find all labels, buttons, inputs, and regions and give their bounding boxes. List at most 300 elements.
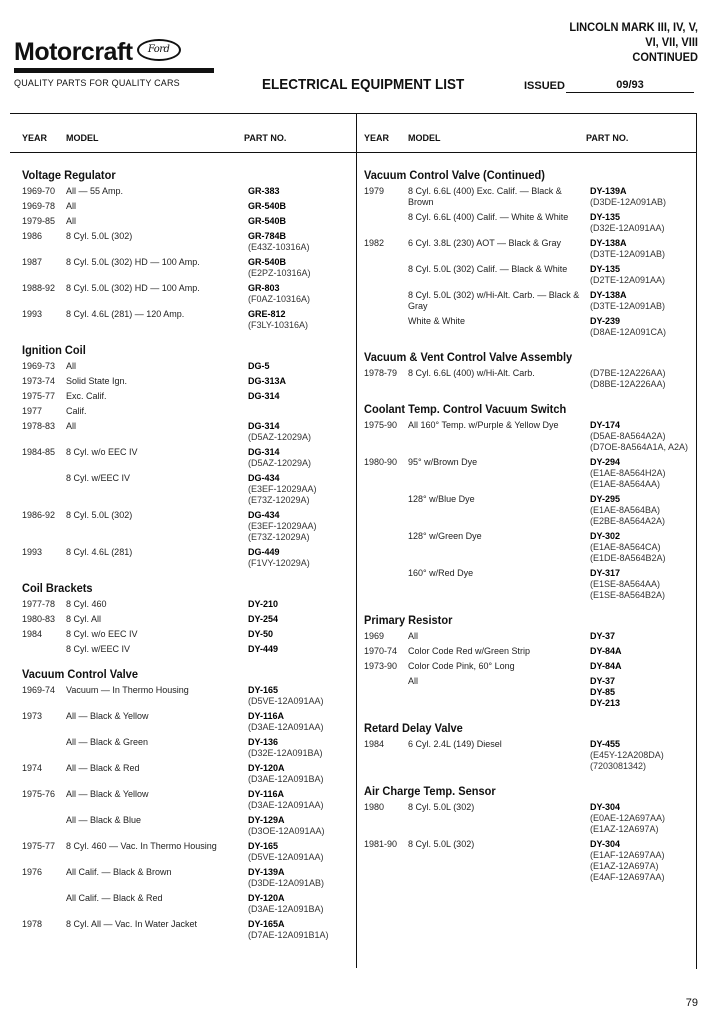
row-parts bbox=[590, 238, 692, 260]
row-model: 8 Cyl. All — Vac. In Water Jacket bbox=[66, 919, 198, 929]
table-row bbox=[22, 841, 352, 863]
row-year: 1978 bbox=[22, 919, 43, 929]
part-number: GR-803 bbox=[248, 283, 280, 293]
row-parts bbox=[590, 264, 692, 286]
row-parts bbox=[248, 216, 352, 227]
table-row bbox=[22, 737, 352, 759]
service-number: (E1DE-8A564B2A) bbox=[590, 553, 666, 563]
section-title: Retard Delay Valve bbox=[364, 721, 463, 735]
row-gap bbox=[364, 883, 692, 887]
part-number: DY-116A bbox=[248, 789, 285, 799]
row-year: 1969-73 bbox=[22, 361, 56, 371]
row-year: 1975-77 bbox=[22, 391, 56, 401]
table-row bbox=[22, 893, 352, 915]
row-gap bbox=[364, 338, 692, 342]
service-number: (D3DE-12A091AB) bbox=[590, 197, 667, 207]
row-model: All 160° Temp. w/Purple & Yellow Dye bbox=[408, 420, 559, 430]
service-number: (D5VE-12A091AA) bbox=[248, 696, 324, 706]
table-row bbox=[364, 290, 692, 312]
row-parts bbox=[248, 629, 352, 640]
table-row bbox=[22, 257, 352, 279]
row-model: All — Black & Yellow bbox=[66, 711, 149, 721]
row-gap bbox=[22, 941, 352, 945]
section-title: Vacuum Control Valve (Continued) bbox=[364, 168, 545, 182]
row-model: 8 Cyl. w/EEC IV bbox=[66, 473, 131, 483]
table-row bbox=[22, 216, 352, 227]
service-number: (D3TE-12A091AB) bbox=[590, 301, 666, 311]
table-row bbox=[364, 676, 692, 709]
part-number: DY-139A bbox=[248, 867, 285, 877]
service-number: (D5AZ-12029A) bbox=[248, 432, 312, 442]
row-parts bbox=[248, 421, 352, 443]
row-parts bbox=[248, 257, 352, 279]
row-model: 8 Cyl. All bbox=[66, 614, 102, 624]
row-year: 1984 bbox=[364, 739, 385, 749]
table-row bbox=[364, 212, 692, 234]
part-number: DG-314 bbox=[248, 447, 280, 457]
part-number: DY-139A bbox=[590, 186, 627, 196]
part-number: DY-304 bbox=[590, 802, 621, 812]
row-parts bbox=[590, 646, 692, 657]
table-row bbox=[364, 420, 692, 453]
row-year bbox=[364, 290, 408, 312]
left-column bbox=[22, 160, 352, 945]
service-number: (E43Z-10316A) bbox=[248, 242, 310, 252]
row-parts bbox=[248, 711, 352, 733]
row-parts bbox=[590, 802, 692, 835]
table-row bbox=[364, 661, 692, 672]
part-number: DY-317 bbox=[590, 568, 621, 578]
issued-date: 09/93 bbox=[616, 79, 644, 91]
row-model: 8 Cyl. 5.0L (302) w/Hi-Alt. Carb. — Black & Gray bbox=[408, 290, 580, 311]
row-parts bbox=[248, 763, 352, 785]
table-row bbox=[22, 644, 352, 655]
service-number: (E45Y-12A208DA) bbox=[590, 750, 664, 760]
row-model: White & White bbox=[408, 316, 466, 326]
part-number: DY-165 bbox=[248, 685, 279, 695]
row-year: 1969-78 bbox=[22, 201, 56, 211]
col-header-year: YEAR bbox=[22, 133, 48, 143]
service-number: (D5VE-12A091AA) bbox=[248, 852, 324, 862]
row-year bbox=[364, 264, 408, 286]
part-number: GR-540B bbox=[248, 201, 287, 211]
row-parts bbox=[248, 789, 352, 811]
service-number: (E1AZ-12A697A) bbox=[590, 824, 659, 834]
table-row bbox=[364, 802, 692, 835]
row-parts bbox=[248, 599, 352, 610]
col-header-model: MODEL bbox=[408, 133, 441, 143]
service-number: (E1AF-12A697AA) bbox=[590, 850, 665, 860]
service-number: (D5AE-8A564A2A) bbox=[590, 431, 666, 441]
service-number: (E1SE-8A564B2A) bbox=[590, 590, 666, 600]
row-parts bbox=[248, 893, 352, 915]
row-gap bbox=[22, 331, 352, 335]
table-row bbox=[364, 646, 692, 657]
row-year: 1969-70 bbox=[22, 186, 56, 196]
service-number: (D8BE-12A226AA) bbox=[590, 379, 666, 389]
table-row bbox=[364, 494, 692, 527]
table-row bbox=[22, 186, 352, 197]
row-model: All — 55 Amp. bbox=[66, 186, 124, 196]
row-year: 1993 bbox=[22, 309, 43, 319]
row-parts bbox=[590, 739, 692, 772]
table-row bbox=[22, 547, 352, 569]
row-model: 8 Cyl. 5.0L (302) HD — 100 Amp. bbox=[66, 257, 200, 267]
row-model: All Calif. — Black & Red bbox=[66, 893, 163, 903]
part-number: DG-434 bbox=[248, 510, 280, 520]
service-number: (E1AZ-12A697A) bbox=[590, 861, 659, 871]
col-header-part: PART NO. bbox=[244, 133, 287, 143]
issued-label: ISSUED bbox=[524, 80, 565, 92]
table-row bbox=[22, 391, 352, 402]
row-parts bbox=[248, 737, 352, 759]
row-model: Exc. Calif. bbox=[66, 391, 107, 401]
row-year: 1975-76 bbox=[22, 789, 56, 799]
part-number: GRE-812 bbox=[248, 309, 286, 319]
row-year bbox=[22, 473, 66, 506]
row-year: 1980-83 bbox=[22, 614, 56, 624]
table-row bbox=[22, 421, 352, 443]
part-number: DY-85 bbox=[590, 687, 616, 697]
row-model: All bbox=[66, 216, 77, 226]
part-number: DY-120A bbox=[248, 893, 285, 903]
table-row bbox=[22, 599, 352, 610]
table-row bbox=[22, 629, 352, 640]
part-number: DY-84A bbox=[590, 661, 622, 671]
right-column bbox=[364, 160, 692, 887]
service-number: (D7AE-12A091B1A) bbox=[248, 930, 329, 940]
tagline: QUALITY PARTS FOR QUALITY CARS bbox=[14, 78, 180, 88]
table-row bbox=[22, 919, 352, 941]
row-parts bbox=[590, 186, 692, 208]
ford-oval-icon: Ford bbox=[137, 39, 181, 61]
section-title: Vacuum & Vent Control Valve Assembly bbox=[364, 350, 573, 364]
row-year bbox=[22, 644, 66, 655]
col-header-model: MODEL bbox=[66, 133, 99, 143]
row-year: 1973-90 bbox=[364, 661, 398, 671]
section-title: Coolant Temp. Control Vacuum Switch bbox=[364, 402, 567, 416]
header-divider bbox=[10, 152, 697, 153]
section-title: Vacuum Control Valve bbox=[22, 667, 138, 681]
row-year: 1978-83 bbox=[22, 421, 56, 431]
table-row bbox=[22, 614, 352, 625]
service-number: (D3TE-12A091AB) bbox=[590, 249, 666, 259]
model-heading bbox=[514, 20, 698, 65]
row-parts bbox=[590, 212, 692, 234]
table-row bbox=[22, 231, 352, 253]
row-model: 8 Cyl. 5.0L (302) Calif. — Black & White bbox=[408, 264, 568, 274]
service-number: (D3OE-12A091AA) bbox=[248, 826, 325, 836]
row-year bbox=[364, 531, 408, 564]
row-model: Color Code Red w/Green Strip bbox=[408, 646, 531, 656]
row-year: 1982 bbox=[364, 238, 385, 248]
part-number: DY-135 bbox=[590, 264, 621, 274]
row-parts bbox=[248, 376, 352, 387]
row-model: 8 Cyl. 4.6L (281) bbox=[66, 547, 133, 557]
table-row bbox=[364, 839, 692, 883]
part-number: DY-116A bbox=[248, 711, 285, 721]
logo-underline bbox=[14, 68, 214, 73]
row-gap bbox=[364, 601, 692, 605]
row-year: 1993 bbox=[22, 547, 43, 557]
row-parts bbox=[248, 231, 352, 253]
part-number: GR-540B bbox=[248, 257, 287, 267]
part-number: DY-84A bbox=[590, 646, 622, 656]
part-number: DY-295 bbox=[590, 494, 621, 504]
row-model: All bbox=[66, 361, 77, 371]
service-number: (E2BE-8A564A2A) bbox=[590, 516, 666, 526]
part-number: DY-174 bbox=[590, 420, 621, 430]
service-number: (D3AE-12A091AA) bbox=[248, 722, 324, 732]
table-row bbox=[22, 815, 352, 837]
row-year: 1969 bbox=[364, 631, 385, 641]
part-number: DY-302 bbox=[590, 531, 621, 541]
row-year: 1984 bbox=[22, 629, 43, 639]
part-number: DY-135 bbox=[590, 212, 621, 222]
row-parts bbox=[248, 361, 352, 372]
row-parts bbox=[248, 614, 352, 625]
row-model: 128° w/Green Dye bbox=[408, 531, 482, 541]
part-number: DY-138A bbox=[590, 238, 627, 248]
row-parts bbox=[248, 815, 352, 837]
table-row bbox=[22, 283, 352, 305]
part-number: DY-165A bbox=[248, 919, 285, 929]
part-number: DY-213 bbox=[590, 698, 621, 708]
table-row bbox=[22, 510, 352, 543]
row-year: 1973 bbox=[22, 711, 43, 721]
row-parts bbox=[248, 473, 352, 506]
row-year bbox=[364, 212, 408, 234]
row-gap bbox=[22, 655, 352, 659]
row-model: 8 Cyl. w/EEC IV bbox=[66, 644, 131, 654]
col-header-year: YEAR bbox=[364, 133, 390, 143]
row-parts bbox=[590, 368, 692, 390]
row-model: 8 Cyl. w/o EEC IV bbox=[66, 629, 138, 639]
row-year: 1975-90 bbox=[364, 420, 398, 430]
part-number: DG-434 bbox=[248, 473, 280, 483]
row-parts bbox=[248, 406, 352, 417]
row-model: All — Black & Blue bbox=[66, 815, 142, 825]
service-number: (E73Z-12029A) bbox=[248, 495, 310, 505]
part-number: GR-540B bbox=[248, 216, 287, 226]
row-year: 1974 bbox=[22, 763, 43, 773]
service-number: (E1SE-8A564AA) bbox=[590, 579, 661, 589]
row-parts bbox=[590, 568, 692, 601]
row-parts bbox=[590, 631, 692, 642]
model-line: LINCOLN MARK III, IV, V, bbox=[569, 20, 698, 34]
service-number: (E1AE-8A564AA) bbox=[590, 479, 661, 489]
row-parts bbox=[590, 676, 692, 709]
row-model: 8 Cyl. 6.6L (400) w/Hi-Alt. Carb. bbox=[408, 368, 535, 378]
row-gap bbox=[22, 569, 352, 573]
row-parts bbox=[590, 316, 692, 338]
row-parts bbox=[248, 867, 352, 889]
row-year: 1977 bbox=[22, 406, 43, 416]
service-number: (F3LY-10316A) bbox=[248, 320, 309, 330]
part-number: DG-314 bbox=[248, 421, 280, 431]
row-model: 8 Cyl. 460 bbox=[66, 599, 107, 609]
table-row bbox=[364, 186, 692, 208]
row-model: 6 Cyl. 2.4L (149) Diesel bbox=[408, 739, 502, 749]
row-year: 1986 bbox=[22, 231, 43, 241]
row-model: Calif. bbox=[66, 406, 87, 416]
service-number: (E1AE-8A564H2A) bbox=[590, 468, 666, 478]
table-row bbox=[22, 763, 352, 785]
row-model: 8 Cyl. 5.0L (302) bbox=[408, 839, 475, 849]
part-number: DY-50 bbox=[248, 629, 274, 639]
row-model: All — Black & Yellow bbox=[66, 789, 149, 799]
service-number: (F0AZ-10316A) bbox=[248, 294, 311, 304]
table-row bbox=[22, 447, 352, 469]
table-row bbox=[22, 789, 352, 811]
table-row bbox=[22, 406, 352, 417]
service-number: (E1AE-8A564BA) bbox=[590, 505, 661, 515]
row-model: 8 Cyl. 5.0L (302) HD — 100 Amp. bbox=[66, 283, 200, 293]
row-model: 8 Cyl. 6.6L (400) Exc. Calif. — Black & Brown bbox=[408, 186, 562, 207]
table-row bbox=[22, 711, 352, 733]
row-model: All Calif. — Black & Brown bbox=[66, 867, 172, 877]
section-title: Coil Brackets bbox=[22, 581, 93, 595]
table-row bbox=[364, 631, 692, 642]
service-number: (E0AE-12A697AA) bbox=[590, 813, 666, 823]
row-gap bbox=[364, 390, 692, 394]
row-parts bbox=[590, 531, 692, 564]
row-year: 1979 bbox=[364, 186, 385, 196]
service-number: (D3AE-12A091BA) bbox=[248, 904, 324, 914]
row-year: 1970-74 bbox=[364, 646, 398, 656]
row-year bbox=[364, 494, 408, 527]
row-parts bbox=[590, 290, 692, 312]
part-number: DY-254 bbox=[248, 614, 279, 624]
table-row bbox=[364, 264, 692, 286]
part-number: DY-138A bbox=[590, 290, 627, 300]
table-row bbox=[22, 685, 352, 707]
table-row bbox=[364, 316, 692, 338]
part-number: DG-5 bbox=[248, 361, 270, 371]
row-parts bbox=[590, 457, 692, 490]
part-number: DG-313A bbox=[248, 376, 287, 386]
row-model: Solid State Ign. bbox=[66, 376, 128, 386]
row-parts bbox=[248, 547, 352, 569]
row-model: All — Black & Red bbox=[66, 763, 140, 773]
row-parts bbox=[590, 839, 692, 883]
row-year: 1977-78 bbox=[22, 599, 56, 609]
part-number: DY-449 bbox=[248, 644, 279, 654]
row-parts bbox=[248, 283, 352, 305]
table-row bbox=[22, 376, 352, 387]
row-year bbox=[22, 893, 66, 915]
part-number: DY-120A bbox=[248, 763, 285, 773]
row-parts bbox=[248, 309, 352, 331]
table-row bbox=[364, 457, 692, 490]
issued-underline bbox=[566, 92, 694, 93]
table-row bbox=[364, 531, 692, 564]
section-title: Primary Resistor bbox=[364, 613, 453, 627]
part-number: DG-449 bbox=[248, 547, 280, 557]
part-number: DY-165 bbox=[248, 841, 279, 851]
table-row bbox=[364, 238, 692, 260]
row-year: 1969-74 bbox=[22, 685, 56, 695]
row-parts bbox=[248, 685, 352, 707]
row-parts bbox=[248, 841, 352, 863]
part-number: DY-210 bbox=[248, 599, 279, 609]
row-year: 1980 bbox=[364, 802, 385, 812]
part-number: GR-383 bbox=[248, 186, 280, 196]
table-row bbox=[22, 201, 352, 212]
part-number: DG-314 bbox=[248, 391, 280, 401]
section-title: Ignition Coil bbox=[22, 343, 86, 357]
page-number: 79 bbox=[685, 997, 698, 1009]
row-year: 1978-79 bbox=[364, 368, 398, 378]
col-header-part: PART NO. bbox=[586, 133, 629, 143]
row-model: Vacuum — In Thermo Housing bbox=[66, 685, 189, 695]
row-year: 1988-92 bbox=[22, 283, 56, 293]
part-number: GR-784B bbox=[248, 231, 287, 241]
row-year bbox=[22, 737, 66, 759]
section-title: Air Charge Temp. Sensor bbox=[364, 784, 496, 798]
row-parts bbox=[248, 644, 352, 655]
table-row bbox=[364, 368, 692, 390]
row-year: 1980-90 bbox=[364, 457, 398, 467]
table-row bbox=[22, 361, 352, 372]
row-year: 1975-77 bbox=[22, 841, 56, 851]
row-year: 1976 bbox=[22, 867, 43, 877]
section-title: Voltage Regulator bbox=[22, 168, 116, 182]
row-model: 95° w/Brown Dye bbox=[408, 457, 478, 467]
row-parts bbox=[248, 201, 352, 212]
service-number: (7203081342) bbox=[590, 761, 647, 771]
service-number: (E3EF-12029AA) bbox=[248, 484, 317, 494]
row-year: 1986-92 bbox=[22, 510, 56, 520]
table-row bbox=[22, 473, 352, 506]
row-model: 8 Cyl. 5.0L (302) bbox=[66, 510, 133, 520]
model-line: CONTINUED bbox=[632, 50, 698, 64]
row-gap bbox=[364, 772, 692, 776]
row-model: 8 Cyl. 5.0L (302) bbox=[66, 231, 133, 241]
row-parts bbox=[248, 186, 352, 197]
row-year bbox=[364, 316, 408, 338]
row-model: 160° w/Red Dye bbox=[408, 568, 474, 578]
service-number: (D32E-12A091AA) bbox=[590, 223, 665, 233]
part-number: DY-37 bbox=[590, 631, 616, 641]
row-parts bbox=[248, 510, 352, 543]
row-year: 1973-74 bbox=[22, 376, 56, 386]
row-gap bbox=[364, 709, 692, 713]
row-model: All bbox=[66, 421, 77, 431]
service-number: (D3DE-12A091AB) bbox=[248, 878, 325, 888]
model-line: VI, VII, VIII bbox=[645, 35, 698, 49]
row-parts bbox=[590, 494, 692, 527]
service-number: (D32E-12A091BA) bbox=[248, 748, 323, 758]
table-row bbox=[364, 568, 692, 601]
row-model: Color Code Pink, 60° Long bbox=[408, 661, 515, 671]
table-row bbox=[22, 309, 352, 331]
service-number: (E73Z-12029A) bbox=[248, 532, 310, 542]
service-number: (D7BE-12A226AA) bbox=[590, 368, 666, 378]
part-number: DY-294 bbox=[590, 457, 621, 467]
service-number: (D5AZ-12029A) bbox=[248, 458, 312, 468]
motorcraft-logo bbox=[14, 38, 181, 67]
part-number: DY-136 bbox=[248, 737, 279, 747]
service-number: (F1VY-12029A) bbox=[248, 558, 310, 568]
service-number: (E3EF-12029AA) bbox=[248, 521, 317, 531]
row-model: 128° w/Blue Dye bbox=[408, 494, 475, 504]
row-model: 8 Cyl. 460 — Vac. In Thermo Housing bbox=[66, 841, 217, 851]
row-year bbox=[364, 676, 408, 709]
table-row bbox=[22, 867, 352, 889]
service-number: (D8AE-12A091CA) bbox=[590, 327, 667, 337]
row-model: All — Black & Green bbox=[66, 737, 149, 747]
